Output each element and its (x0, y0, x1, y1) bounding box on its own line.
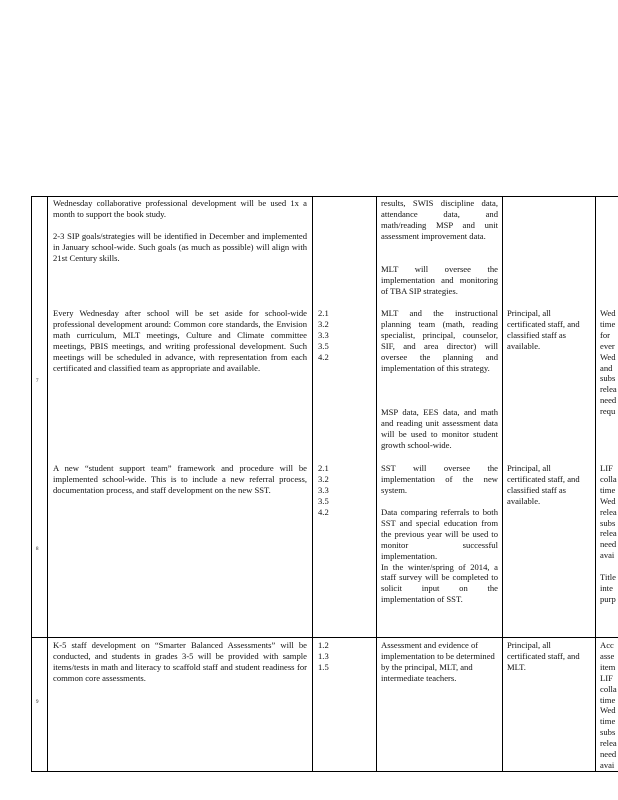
row0-evidence-2: MLT will oversee the implementation and monitoring of TBA SIP strategies. (381, 264, 498, 296)
column-divider-actions (312, 196, 313, 772)
row9-index: 9 (36, 700, 39, 705)
table-top-border (31, 196, 618, 197)
table-bottom-border (31, 771, 618, 772)
row9-evidence: Assessment and evidence of implementation to be determined by the principal, MLT, and intermediate teachers. (381, 640, 495, 683)
row8-standards: 2.1 3.2 3.3 3.5 4.2 (318, 463, 329, 517)
row8-evidence-2: Data comparing referrals to both SST and special education from the previous year will be used to monitor successful implementation. In the winter/spring of 2014, a staff survey will be completed to solicit input on the implementation of SST. (381, 507, 498, 605)
row8-evidence-1: SST will oversee the implementation of the new system. (381, 463, 498, 495)
row7-evidence-2: MSP data, EES data, and math and reading unit assessment data will be used to monitor student growth school-wide. (381, 407, 498, 450)
row7-resources: Wed time for ever Wed and subs relea need requ (600, 308, 617, 417)
row0-evidence-1: results, SWIS discipline data, attendance data, and math/reading MSP and unit assessment improvement data. (381, 198, 498, 241)
row7-action: Every Wednesday after school will be set aside for school-wide professional development around: Common core standards, the Envision math curriculum, MLT meetings, Culture and Climate committee meetings, PBIS meetings, and writing professional development. Such meetings will be scheduled in advance, with representation from each certificated and classified team as appropriate and available. (53, 308, 307, 373)
row-divider (31, 637, 618, 638)
row9-action: K-5 staff development on “Smarter Balanced Assessments” will be conducted, and students in grades 3-5 will be provided with sample items/tests in math and literacy to scaffold staff and student readiness for common core assessments. (53, 640, 307, 683)
row8-resources: LIF colla time Wed relea subs relea need avai Title inte purp (600, 463, 617, 604)
row8-index: 8 (36, 547, 39, 552)
row7-responsible: Principal, all certificated staff, and classified staff as available. (507, 308, 580, 351)
row7-evidence-1: MLT and the instructional planning team (math, reading specialist, principal, counselor, SIF, and area director) will oversee the planning and implementation of this strategy. (381, 308, 498, 373)
row0-action-1: Wednesday collaborative professional development will be used 1x a month to support the book study. (53, 198, 307, 219)
row0-action-2: 2-3 SIP goals/strategies will be identified in December and implemented in January school-wide. Such goals (as much as possible) will align with 21st Century skills. (53, 231, 307, 263)
row7-standards: 2.1 3.2 3.3 3.5 4.2 (318, 308, 329, 362)
row8-responsible: Principal, all certificated staff, and classified staff as available. (507, 463, 580, 506)
row7-index: 7 (36, 379, 39, 384)
column-divider-evidence (502, 196, 503, 772)
column-divider-responsible (595, 196, 596, 772)
row9-responsible: Principal, all certificated staff, and MLT. (507, 640, 580, 672)
column-divider-index (47, 196, 48, 772)
column-divider-standards (376, 196, 377, 772)
row8-action: A new “student support team” framework and procedure will be implemented school-wide. This is to include a new referral process, documentation process, and staff development on the new SST. (53, 463, 307, 495)
table-left-border (31, 196, 32, 772)
row9-resources: Acc asse item LIF colla time Wed time subs relea need avai (600, 640, 617, 770)
row9-standards: 1.2 1.3 1.5 (318, 640, 329, 672)
